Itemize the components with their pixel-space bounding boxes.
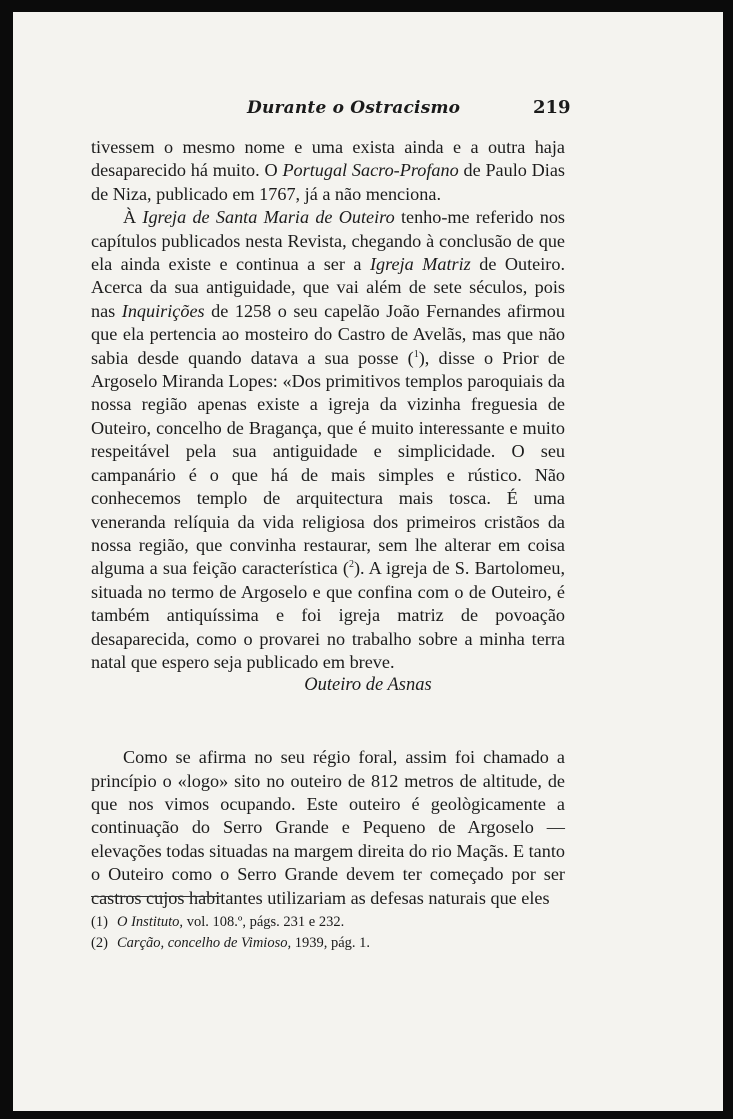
- paragraph-2-italic-c: Inquirições: [121, 300, 205, 321]
- paragraph-3: Como se afirma no seu régio foral, assim foi chamado a princípio o «logo» sito no outeiro de 812 metros de altitude, de que nos vimos ocupando. Este outeiro é geològicamente a continuação do Serro Grande e Pequeno de Argoselo — elevações todas situadas na margem direita do rio Maçãs. E tanto o Outeiro como o Serro Grande devem ter começado por ser castros cujos habitantes utilizariam as defesas naturais que eles: [91, 747, 565, 908]
- paragraph-1: [91, 136, 565, 206]
- footnotes: [91, 912, 565, 954]
- footnote-ref-2: 2: [348, 559, 354, 571]
- paragraph-1-text-2: de Paulo Dias de Niza, publicado em 1767, já a não menciona.: [91, 160, 566, 204]
- page-header: [13, 94, 723, 124]
- footnote-2-details: 1939, pág. 1.: [291, 935, 371, 951]
- section-text: [91, 728, 565, 928]
- paragraph-2-italic-a: Igreja de Santa Maria de Outeiro: [142, 207, 395, 228]
- paragraph-2-text-e: ), disse o Prior de Argoselo Miranda Lopes: «Dos primitivos templos paroquiais da nossa região apenas existe a igreja da vizinha freguesia de Outeiro, concelho de Bragança, que é muito interessante e muito respeitável pela sua antiguidade e simplicidade. O seu campanário é o que há de mais simples e rústico. Não conhecemos templo de arquitectura mais tosca. É uma veneranda relíquia da vida religiosa dos primeiros cristãos da nossa região, que convinha restaurar, sem lhe alterar em coisa alguma a sua feição característica (: [91, 347, 565, 579]
- footnote-2-title: Carção, concelho de Vimioso,: [117, 935, 292, 951]
- footnote-2: [91, 933, 565, 954]
- paragraph-2-text-b: tenho-me referido nos capítulos publicados nesta Revista, chegando à conclusão de que ela ainda existe e continua a ser a: [91, 207, 565, 275]
- paragraph-2-text-a: À: [123, 207, 143, 228]
- paragraph-2-italic-b: Igreja Matriz: [369, 254, 471, 275]
- footnote-2-mark: (2): [91, 935, 108, 951]
- paragraph-1-text: tivessem o mesmo nome e uma exista ainda e a outra haja desaparecido há muito. O: [91, 137, 565, 181]
- main-text: [91, 136, 565, 674]
- footnote-1-title: O Instituto,: [117, 914, 184, 930]
- footnote-divider: [91, 896, 221, 897]
- paragraph-2-text-f: ). A igreja de S. Bartolomeu, situada no termo de Argoselo e que confina com o de Outeiro, é também antiquíssima e foi igreja matriz de povoação desaparecida, como o provarei no trabalho sobre a minha terra natal que espero seja publicado em breve.: [91, 558, 565, 672]
- footnote-1-details: vol. 108.º, págs. 231 e 232.: [183, 914, 345, 930]
- paragraph-2: [91, 206, 565, 674]
- paragraph-2-text-d: de 1258 o seu capelão João Fernandes afirmou que ela pertencia ao mosteiro do Castro de Avelãs, mas que não sabia desde quando datava a sua posse (: [91, 300, 565, 368]
- section-heading: Outeiro de Asnas: [304, 675, 432, 695]
- footnote-1: [91, 912, 565, 933]
- book-page: [13, 12, 723, 1111]
- running-title: Durante o Ostracismo: [247, 98, 461, 118]
- footnote-ref-1: 1: [413, 348, 419, 360]
- paragraph-2-text-c: de Outeiro. Acerca da sua antiguidade, que vai além de sete séculos, pois nas: [91, 254, 565, 321]
- paragraph-1-italic-title: Portugal Sacro-Profano: [282, 160, 459, 181]
- page-number: 219: [533, 97, 571, 118]
- footnote-1-mark: (1): [91, 914, 108, 930]
